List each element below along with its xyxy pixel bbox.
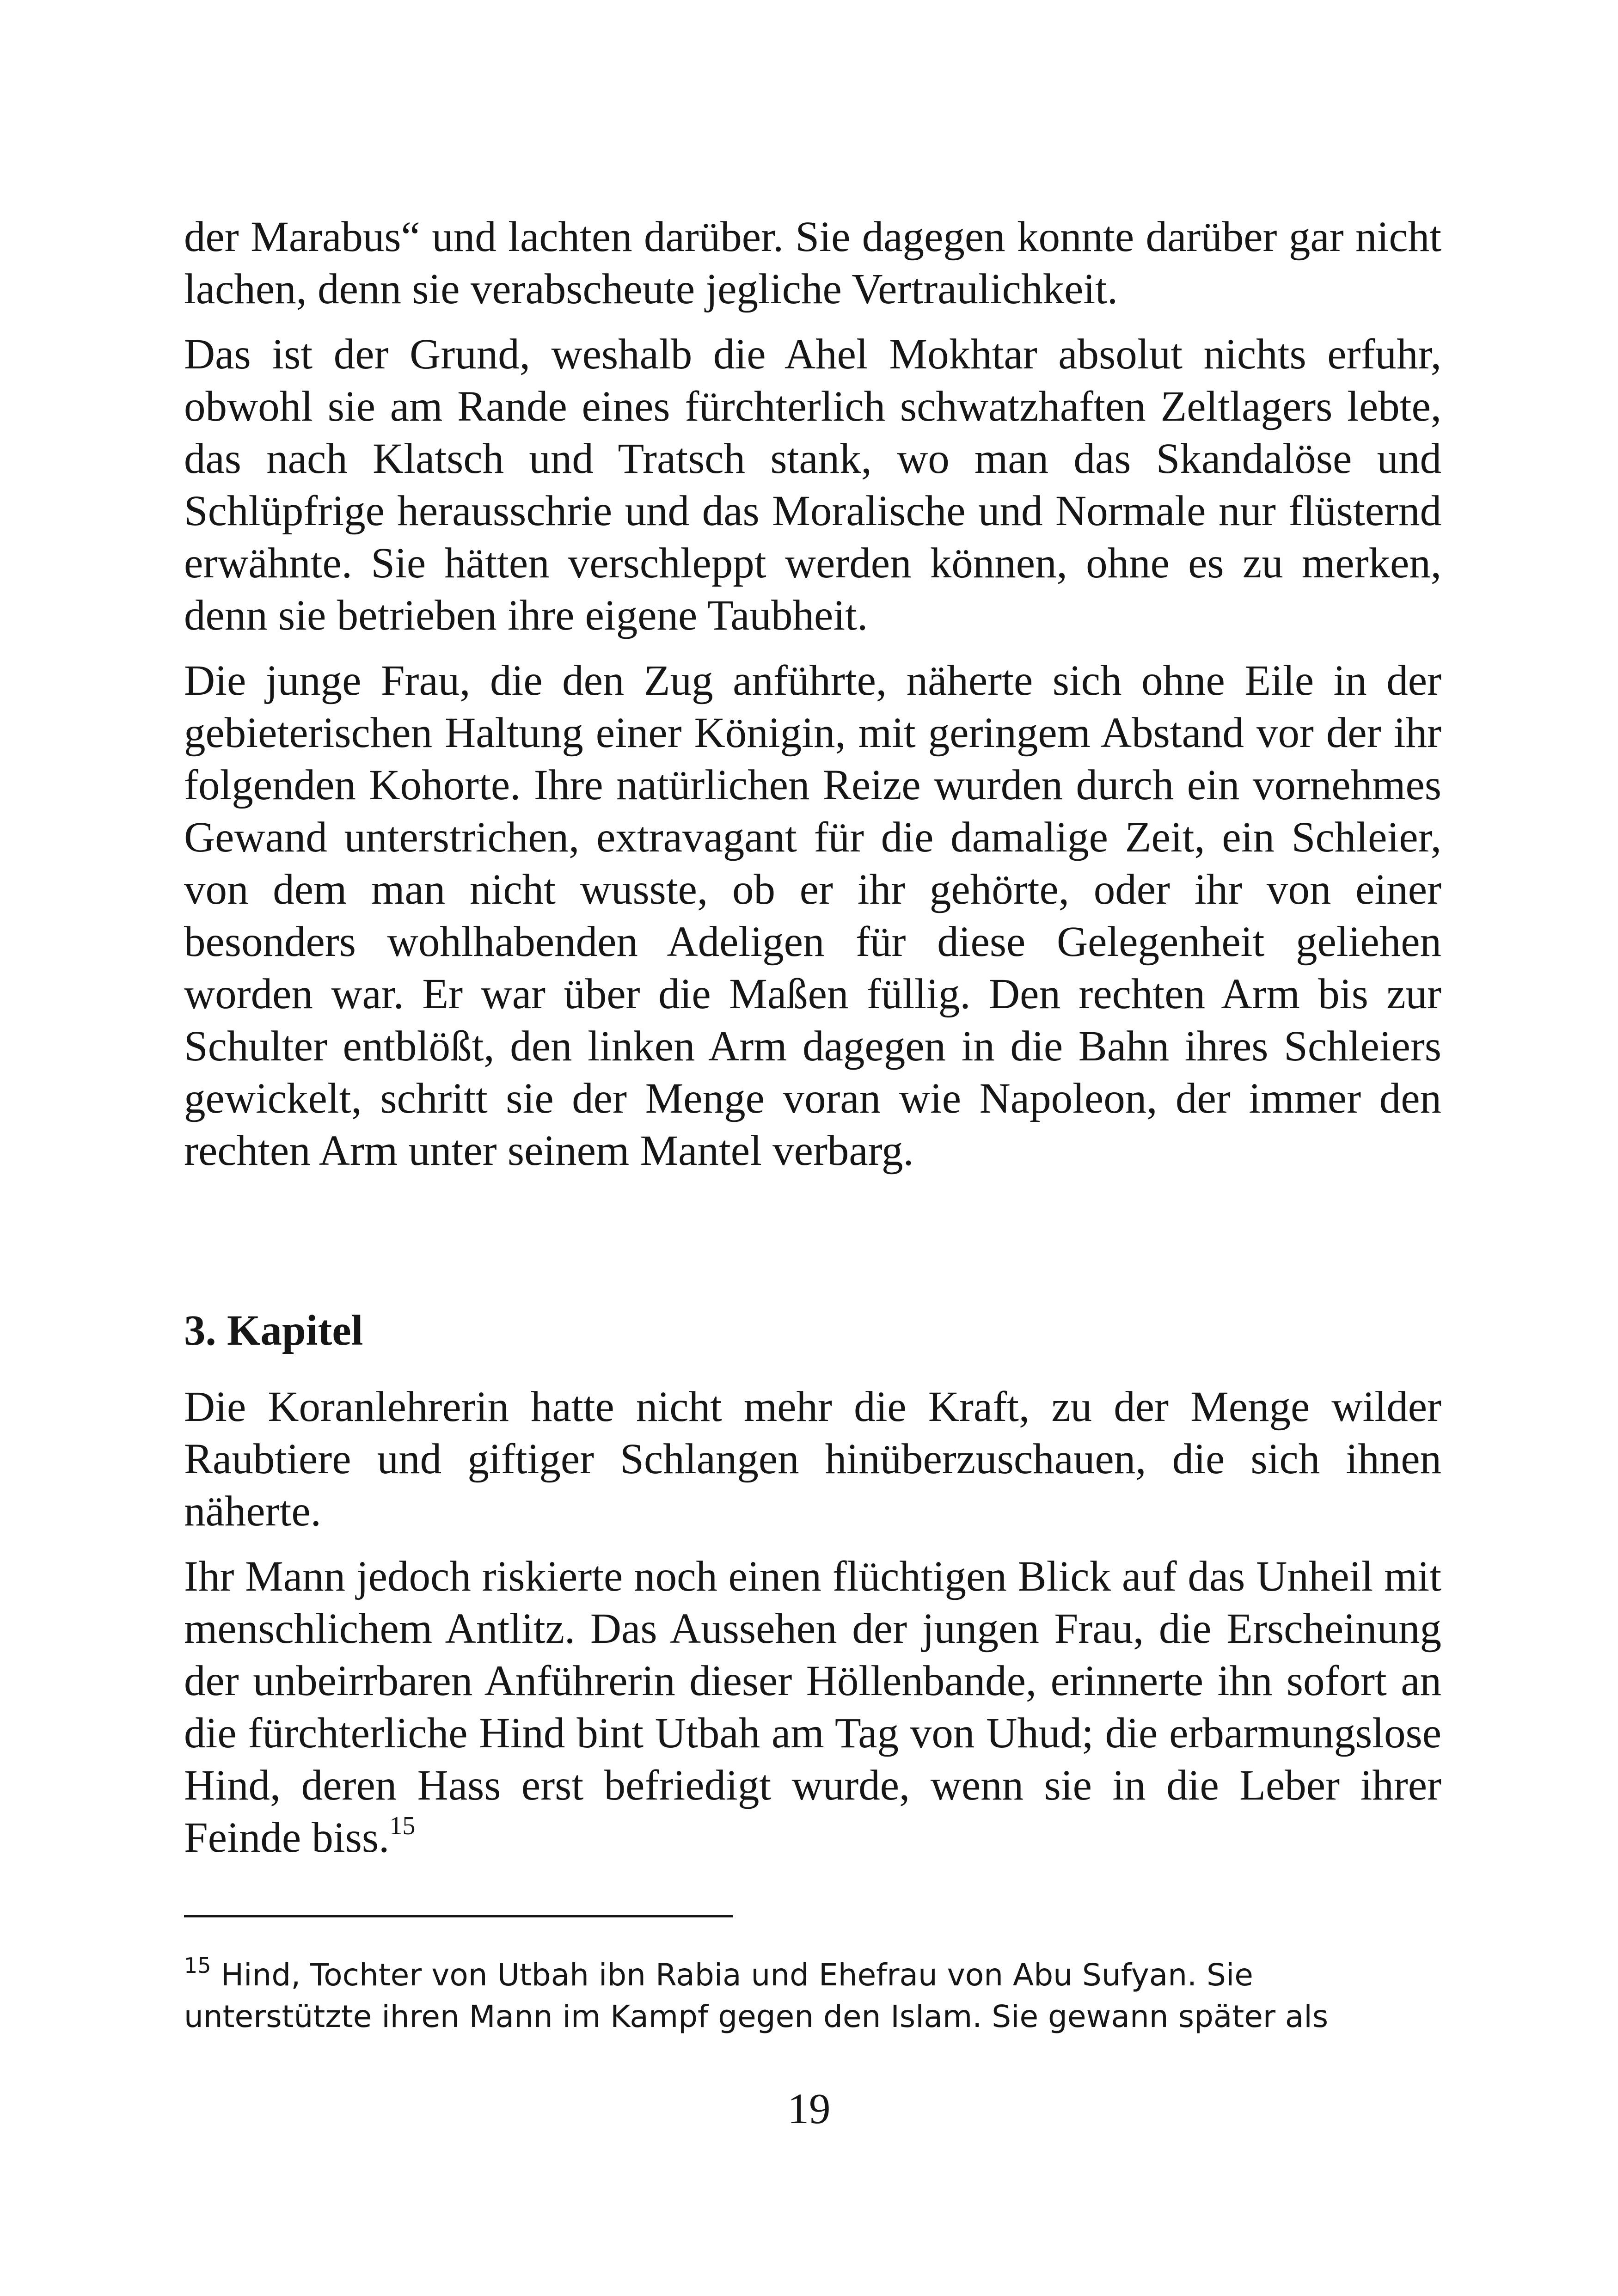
page-number: 19 <box>787 2085 831 2133</box>
paragraph <box>184 1550 1441 1864</box>
footnote-text: Hind, Tochter von Utbah ibn Rabia und Ehefrau von Abu Sufyan. Sie unterstützte ihren Mann im Kampf gegen den Islam. Sie gewann später als <box>184 1957 1329 2034</box>
paragraph: Die junge Frau, die den Zug anführte, näherte sich ohne Eile in der gebieterischen Haltung einer Königin, mit geringem Abstand vor der ihr folgenden Kohorte. Ihre natürlichen Reize wurden durch ein vornehmes Gewand unterstrichen, extravagant für die damalige Zeit, ein Schleier, von dem man nicht wusste, ob er ihr gehörte, oder ihr von einer besonders wohlhabenden Adeligen für diese Gelegenheit geliehen worden war. Er war über die Maßen füllig. Den rechten Arm bis zur Schulter entblößt, den linken Arm dagegen in die Bahn ihres Schleiers gewickelt, schritt sie der Menge voran wie Napoleon, der immer den rechten Arm unter seinem Mantel verbarg. <box>184 657 1441 1175</box>
footnote-divider <box>184 1915 733 1917</box>
paragraph: Das ist der Grund, weshalb die Ahel Mokhtar absolut nichts erfuhr, obwohl sie am Rande eines fürchterlich schwatzhaften Zeltlagers lebte, das nach Klatsch und Tratsch stank, wo man das Skandalöse und Schlüpfrige herausschrie und das Moralische und Normale nur flüsternd erwähnte. Sie hätten verschleppt werden können, ohne es zu merken, denn sie betrieben ihre eigene Taubheit. <box>184 331 1441 639</box>
footnote <box>184 1954 1441 2038</box>
paragraph-text: Ihr Mann jedoch riskierte noch einen flüchtigen Blick auf das Unheil mit menschlichem Antlitz. Das Aussehen der jungen Frau, die Erscheinung der unbeirrbaren Anführerin dieser Höllenbande, erinnerte ihn sofort an die fürchterliche Hind bint Utbah am Tag von Uhud; die erbarmungslose Hind, deren Hass erst befriedigt wurde, wenn sie in die Leber ihrer Feinde biss. <box>184 1553 1441 1861</box>
footnote-number: 15 <box>184 1953 211 1978</box>
body-text-top <box>184 211 1441 1177</box>
paragraph: der Marabus“ und lachten darüber. Sie dagegen konnte darüber gar nicht lachen, denn sie verabscheute jegliche Vertraulichkeit. <box>184 213 1441 313</box>
body-text-chapter <box>184 1381 1441 1864</box>
footnote-reference[interactable]: 15 <box>389 1812 416 1840</box>
paragraph: Die Koranlehrerin hatte nicht mehr die Kraft, zu der Menge wilder Raubtiere und giftiger Schlangen hinüberzuschauen, die sich ihnen näherte. <box>184 1383 1441 1535</box>
chapter-heading: 3. Kapitel <box>184 1307 363 1354</box>
